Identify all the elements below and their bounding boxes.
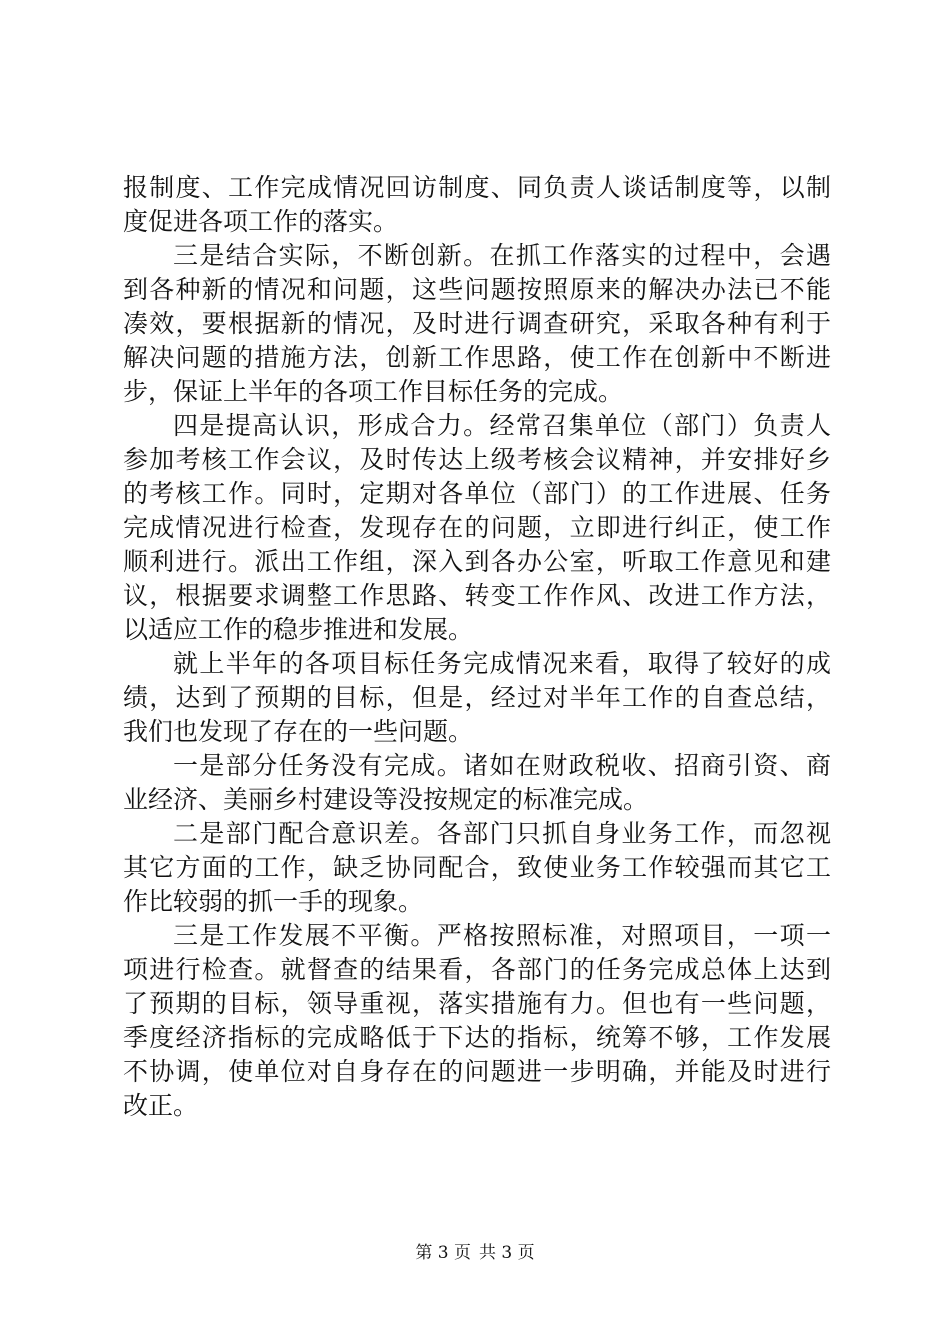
text-line: 绩，达到了预期的目标，但是，经过对半年工作的自查总结， [123,683,831,712]
page-number: 第 3 页 [415,1243,471,1263]
text-line: 解决问题的措施方法，创新工作思路，使工作在创新中不断进 [123,343,831,372]
text-line: 步，保证上半年的各项工作目标任务的完成。 [123,377,624,406]
text-line: 顺利进行。派出工作组，深入到各办公室，听取工作意见和建 [123,547,831,576]
text-line: 四是提高认识，形成合力。经常召集单位（部门）负责人 [173,411,831,440]
text-line: 度促进各项工作的落实。 [123,207,399,236]
text-line: 改正。 [123,1091,199,1120]
text-line: 项进行检查。就督查的结果看，各部门的任务完成总体上达到 [123,955,831,984]
text-line: 的考核工作。同时，定期对各单位（部门）的工作进展、任务 [123,479,831,508]
text-line: 完成情况进行检查，发现存在的问题，立即进行纠正，使工作 [123,513,831,542]
text-line: 就上半年的各项目标任务完成情况来看，取得了较好的成 [173,649,831,678]
text-line: 三是结合实际，不断创新。在抓工作落实的过程中，会遇 [173,241,831,270]
page-total: 共 3 页 [479,1243,535,1263]
text-line: 了预期的目标，领导重视，落实措施有力。但也有一些问题， [123,989,831,1018]
text-line: 二是部门配合意识差。各部门只抓自身业务工作，而忽视 [173,819,831,848]
text-line: 议，根据要求调整工作思路、转变工作作风、改进工作方法， [123,581,831,610]
text-line: 我们也发现了存在的一些问题。 [123,717,474,746]
text-line: 报制度、工作完成情况回访制度、同负责人谈话制度等，以制 [123,173,831,202]
text-line: 参加考核工作会议，及时传达上级考核会议精神，并安排好乡 [123,445,831,474]
text-line: 三是工作发展不平衡。严格按照标准，对照项目，一项一 [173,921,831,950]
text-line: 不协调，使单位对自身存在的问题进一步明确，并能及时进行 [123,1057,831,1086]
text-line: 作比较弱的抓一手的现象。 [123,887,424,916]
text-line: 业经济、美丽乡村建设等没按规定的标准完成。 [123,785,649,814]
document-body [123,171,831,1123]
text-line: 季度经济指标的完成略低于下达的指标，统筹不够，工作发展 [123,1023,831,1052]
text-line: 凑效，要根据新的情况，及时进行调查研究，采取各种有利于 [123,309,831,338]
text-line: 其它方面的工作，缺乏协同配合，致使业务工作较强而其它工 [123,853,831,882]
text-line: 一是部分任务没有完成。诸如在财政税收、招商引资、商 [173,751,831,780]
text-line: 以适应工作的稳步推进和发展。 [123,615,474,644]
text-line: 到各种新的情况和问题，这些问题按照原来的解决办法已不能 [123,275,831,304]
page-footer [0,1241,950,1265]
